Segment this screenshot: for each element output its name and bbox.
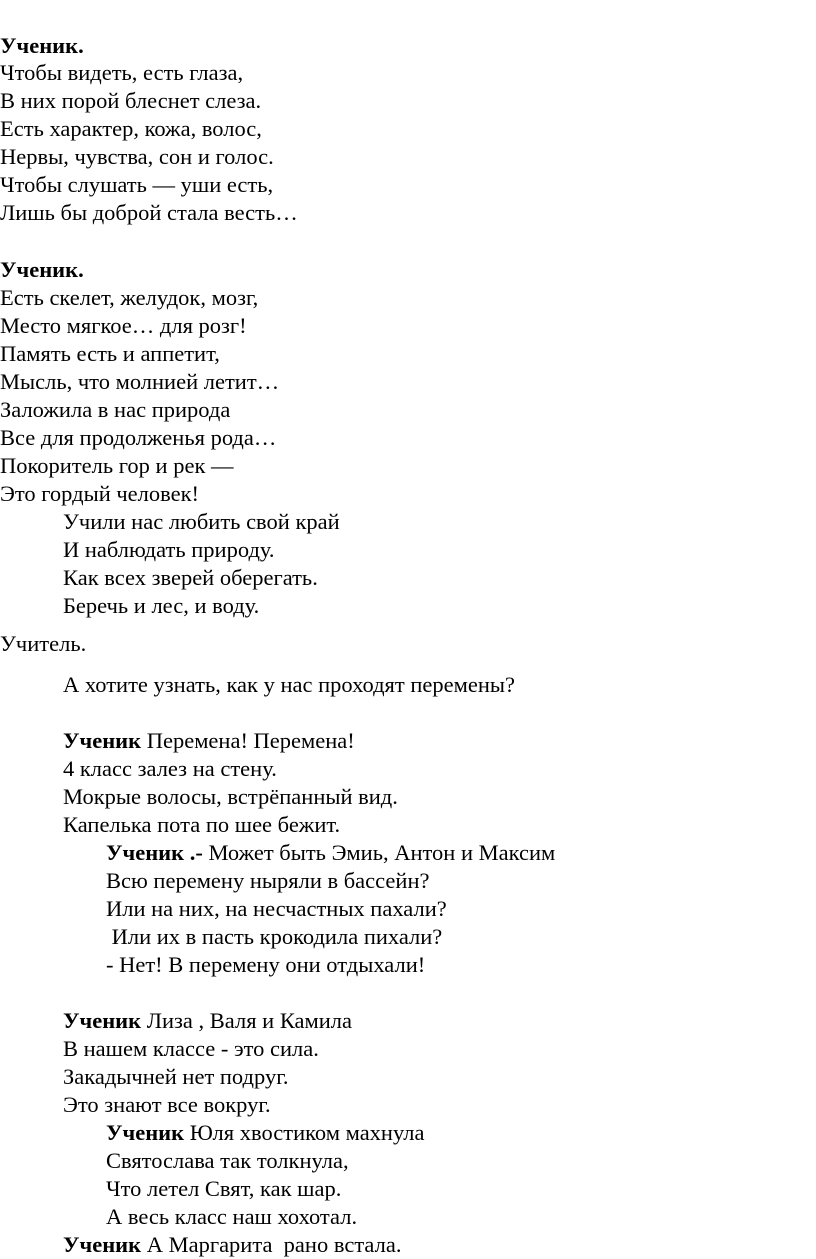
verse-line: Или на них, на несчастных пахали?: [106, 896, 447, 921]
verse-line: Лишь бы доброй стала весть…: [0, 200, 298, 225]
verse-line: Мысль, что молнией летит…: [0, 369, 280, 394]
verse-line: В нашем классе - это сила.: [63, 1036, 319, 1061]
verse-text: Может быть Эмиь, Антон и Максим: [202, 840, 556, 865]
verse-line: Чтобы видеть, есть глаза,: [0, 60, 244, 85]
verse-line: Покоритель гор и рек —: [0, 453, 234, 478]
verse-line: Святослава так толкнула,: [106, 1148, 349, 1173]
verse-text: Юля хвостиком махнула: [184, 1120, 425, 1145]
speaker-label: Ученик: [63, 1232, 142, 1257]
verse-line: Что летел Свят, как шар.: [106, 1176, 342, 1201]
verse-line: Закадычней нет подруг.: [63, 1064, 289, 1089]
verse-line: Память есть и аппетит,: [0, 341, 220, 366]
verse-text: Лиза , Валя и Камила: [141, 1008, 353, 1033]
verse-line: [63, 1231, 401, 1259]
speaker-label: Ученик: [63, 728, 142, 753]
speaker-label: Ученик.: [0, 33, 84, 58]
speaker-label: Ученик .-: [106, 840, 203, 865]
speaker-label: Ученик: [63, 1008, 142, 1033]
verse-line: Капелька пота по шее бежит.: [63, 812, 341, 837]
verse-line: Заложила в нас природа: [0, 397, 231, 422]
verse-text: А Маргарита рано встала.: [141, 1232, 402, 1257]
verse-line: Мокрые волосы, встрёпанный вид.: [63, 784, 398, 809]
teacher-label: Учитель.: [0, 631, 87, 656]
verse-line: Учили нас любить свой край: [63, 509, 340, 534]
verse-line: [63, 727, 355, 755]
verse-line: Как всех зверей оберегать.: [63, 565, 318, 590]
speaker-label: Ученик: [106, 1120, 185, 1145]
verse-line: [63, 1007, 352, 1035]
verse-line: Беречь и лес, и воду.: [63, 593, 260, 618]
verse-line: Или их в пасть крокодила пихали?: [106, 924, 443, 949]
verse-line: Место мягкое… для розг!: [0, 313, 247, 338]
verse-line: Всю перемену ныряли в бассейн?: [106, 868, 430, 893]
verse-line: Чтобы слушать — уши есть,: [0, 172, 274, 197]
verse-line: Есть скелет, желудок, мозг,: [0, 285, 259, 310]
verse-line: [106, 1119, 424, 1147]
verse-line: [106, 839, 555, 867]
speaker-label: Ученик.: [0, 257, 84, 282]
verse-line: И наблюдать природу.: [63, 537, 275, 562]
verse-line: Все для продолженья рода…: [0, 425, 277, 450]
verse-line: - Нет! В перемену они отдыхали!: [106, 952, 426, 977]
verse-line: А весь класс наш хохотал.: [106, 1204, 358, 1229]
verse-line: Это гордый человек!: [0, 481, 200, 506]
verse-line: Нервы, чувства, сон и голос.: [0, 144, 274, 169]
verse-line: 4 класс залез на стену.: [63, 756, 277, 781]
verse-line: В них порой блеснет слеза.: [0, 88, 262, 113]
verse-text: Перемена! Перемена!: [141, 728, 355, 753]
verse-line: Это знают все вокруг.: [63, 1092, 271, 1117]
verse-line: Есть характер, кожа, волос,: [0, 116, 262, 141]
teacher-line: А хотите узнать, как у нас проходят перемены?: [63, 672, 515, 697]
